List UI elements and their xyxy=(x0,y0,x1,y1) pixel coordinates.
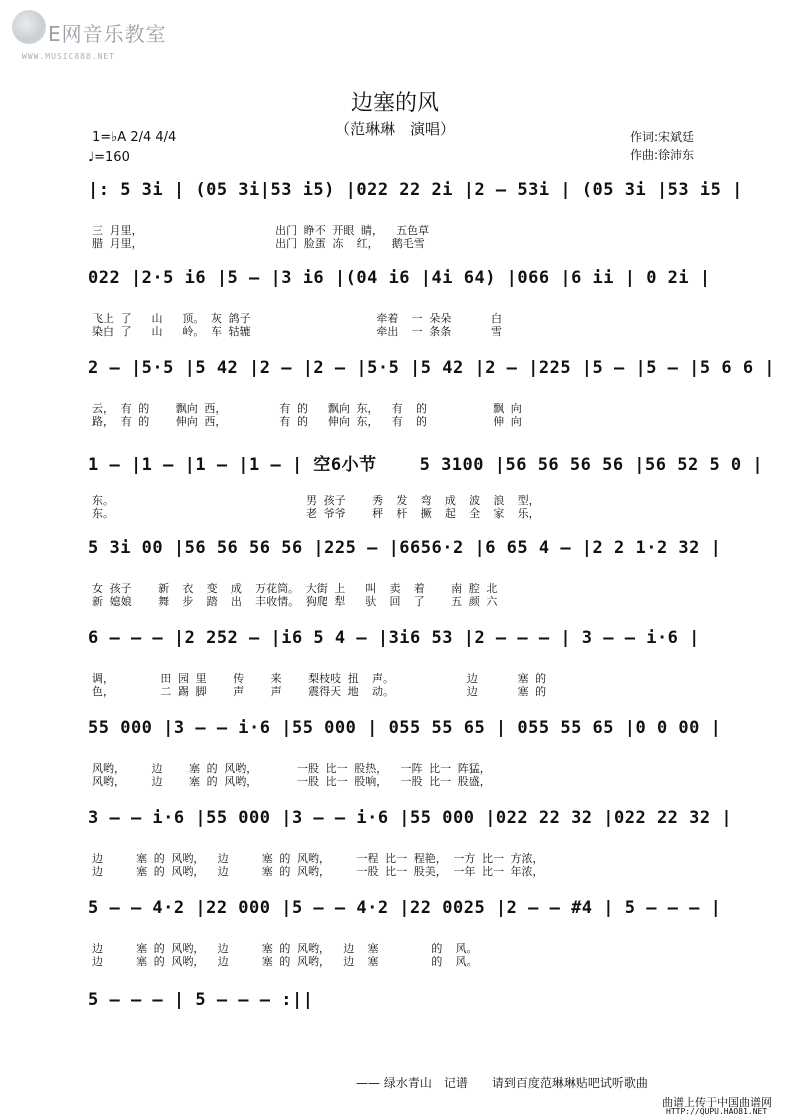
score-notes-line: 55 000 |3 — — i·6 |55 000 | 055 55 65 | 055 55 65 |0 0 00 | xyxy=(88,718,722,738)
song-title: 边塞的风 xyxy=(350,91,439,116)
score-notes-line: 5 — — 4·2 |22 000 |5 — — 4·2 |22 0025 |2 — — #4 | 5 — — — | xyxy=(88,898,722,918)
score-notes-line: 2 — |5·5 |5 42 |2 — |2 — |5·5 |5 42 |2 — |225 |5 — |5 — |5 6 6 | xyxy=(88,358,776,378)
score-notes-line: 1 — |1 — |1 — |1 — | 空6小节 5 3100 |56 56 56 56 |56 52 5 0 | xyxy=(88,455,764,475)
key-signature: 1=♭A 2/4 4/4 xyxy=(92,130,177,145)
lyric-verse-1: 东。 男 孩子 秀 发 弯 成 波 浪 型， xyxy=(92,494,540,507)
lyric-verse-2: 边 塞 的 风哟， 边 塞 的 风哟， 一股 比一 股美， 一年 比一 年浓， xyxy=(92,865,544,878)
lyric-verse-1: 边 塞 的 风哟， 边 塞 的 风哟， 一程 比一 程艳， 一方 比一 方浓， xyxy=(92,852,544,865)
composer-credit: 作曲:徐沛东 xyxy=(630,148,695,162)
lyric-verse-2: 路， 有 的 伸向 西， 有 的 伸向 东， 有 的 伸 向 xyxy=(92,415,522,428)
lyric-verse-1: 边 塞 的 风哟， 边 塞 的 风哟， 边 塞 的 风。 xyxy=(92,942,478,955)
score-notes-line: 022 |2·5 i6 |5 — |3 i6 |(04 i6 |4i 64) |066 |6 ii | 0 2i | xyxy=(88,268,711,288)
footer-note: —— 绿水青山 记谱 请到百度范琳琳贴吧试听歌曲 xyxy=(356,1076,648,1090)
lyric-verse-2: 染白 了 山 岭。 车 轱辘 牵出 一 条条 雪 xyxy=(92,325,503,338)
logo-url: WWW.MUSIC888.NET xyxy=(22,52,116,61)
footer-source: 曲谱上传于中国曲谱网 xyxy=(662,1096,772,1109)
score-notes-line: 3 — — i·6 |55 000 |3 — — i·6 |55 000 |022 22 32 |022 22 32 | xyxy=(88,808,733,828)
logo-icon xyxy=(12,10,46,44)
lyric-verse-1: 风哟， 边 塞 的 风哟， 一股 比一 股热， 一阵 比一 阵猛， xyxy=(92,762,491,775)
lyric-verse-1: 云， 有 的 飘向 西， 有 的 飘向 东， 有 的 飘 向 xyxy=(92,402,522,415)
lyric-verse-1: 飞上 了 山 顶。 灰 鸽子 牵着 一 朵朵 白 xyxy=(92,312,503,325)
score-notes-line: 5 3i 00 |56 56 56 56 |225 — |6656·2 |6 65 4 — |2 2 1·2 32 | xyxy=(88,538,722,558)
logo-text: E网音乐教室 xyxy=(48,22,167,46)
lyricist-credit: 作词:宋斌廷 xyxy=(630,130,695,144)
lyric-verse-1: 女 孩子 新 衣 变 成 万花筒。 大街 上 叫 卖 着 南 腔 北 xyxy=(92,582,498,595)
lyric-verse-2: 边 塞 的 风哟， 边 塞 的 风哟， 边 塞 的 风。 xyxy=(92,955,478,968)
song-subtitle: （范琳琳 演唱） xyxy=(334,120,455,138)
footer-url: HTTP://QUPU.HAO81.NET xyxy=(666,1107,768,1116)
lyric-verse-1: 调， 田 园 里 传 来 梨枝吱 扭 声。 边 塞 的 xyxy=(92,672,547,685)
lyric-verse-2: 色， 二 踢 脚 声 声 震得天 地 动。 边 塞 的 xyxy=(92,685,547,698)
score-notes-line: 5 — — — | 5 — — — :|| xyxy=(88,990,314,1010)
lyric-verse-2: 新 媳娘 舞 步 踏 出 丰收情。 狗爬 犁 驮 回 了 五 颜 六 xyxy=(92,595,498,608)
lyric-verse-2: 东。 老 爷爷 秤 杆 撅 起 全 家 乐， xyxy=(92,507,540,520)
lyric-verse-2: 风哟， 边 塞 的 风哟， 一股 比一 股响， 一股 比一 股盛， xyxy=(92,775,491,788)
score-notes-line: 6 — — — |2 252 — |i6 5 4 — |3i6 53 |2 — — — | 3 — — i·6 | xyxy=(88,628,700,648)
lyric-verse-1: 三 月里， 出门 睁不 开眼 睛， 五色草 xyxy=(92,224,430,237)
tempo-marking: ♩=160 xyxy=(88,150,130,165)
score-notes-line: |: 5 3i | (05 3i|53 i5) |022 22 2i |2 — 53i | (05 3i |53 i5 | xyxy=(88,180,743,200)
lyric-verse-2: 腊 月里， 出门 脸蛋 冻 红， 鹅毛雪 xyxy=(92,237,425,250)
